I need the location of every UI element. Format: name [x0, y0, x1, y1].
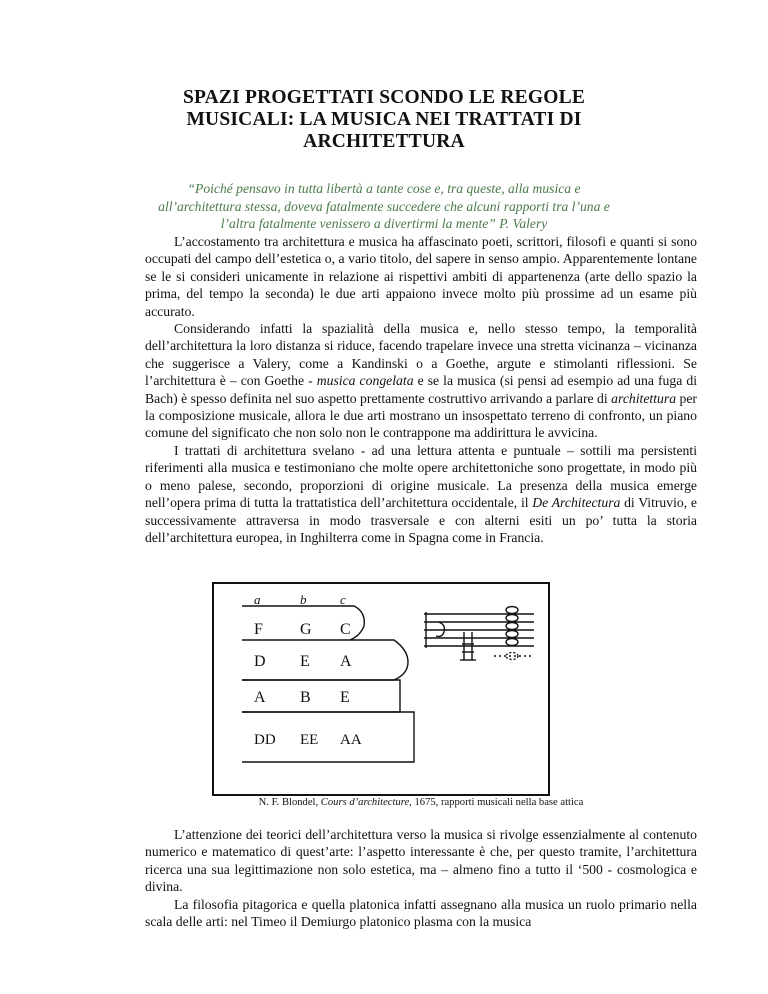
- figure-blondel-attic-base: [212, 582, 550, 796]
- label-E2: E: [340, 689, 350, 706]
- body-text-top: [145, 233, 697, 546]
- paragraph-4: L’attenzione dei teorici dell’architettura verso la musica si rivolge essenzialmente al contenuto numerico e matematico di quest’arte: l’aspetto interessante è che, per questo tramite, l’architettura ricerca una sua legittimazione non solo estetica, ma – almeno fino a tutto il ‘500 - cosmologica e divina.: [145, 827, 697, 895]
- epigraph-line-2: all’architettura stessa, doveva fatalmente succedere che alcuni rapporti tra l’una e: [158, 198, 610, 214]
- caption-book-title: Cours d’architecture: [320, 797, 410, 808]
- label-A2: A: [254, 689, 266, 706]
- label-B: B: [300, 689, 311, 706]
- paragraph-3: I trattati di architettura svelano - ad una lettura attenta e puntuale – sottili ma persistenti riferimenti alla musica e testimoniano che molte opere architettoniche sono progettate, in modo più o meno palese, secondo, proporzioni di origine musicale. La presenza della musica emerge nell’opera prima di tutta la trattatistica dell’architettura occidentale, il De Architectura di Vitruvio, e successivamente attraversa in modo trasversale e con alterni esiti un po’ tutta la storia dell’architettura europea, in Inghilterra come in Spagna come in Francia.: [145, 442, 697, 545]
- label-E: E: [300, 653, 310, 670]
- emphasis-musica-congelata: musica congelata: [316, 373, 414, 389]
- label-AA: AA: [340, 732, 362, 748]
- epigraph-line-1: “Poiché pensavo in tutta libertà a tante cose e, tra queste, alla musica e: [187, 181, 581, 196]
- body-text-bottom: [145, 826, 697, 930]
- title-line-1: SPAZI PROGETTATI SCONDO LE REGOLE: [182, 87, 586, 108]
- epigraph-line-3: l’altra fatalmente venissero a divertirmi la mente” P. Valery: [220, 216, 548, 231]
- epigraph: [120, 180, 648, 233]
- emphasis-architettura: architettura: [611, 390, 677, 406]
- paragraph-5: La filosofia pitagorica e quella platonica infatti assegnano alla musica un ruolo primario nella scala delle arti: nel Timeo il Demiurgo platonico plasma con la musica: [145, 896, 697, 930]
- emphasis-de-architectura: De Architectura: [532, 495, 621, 511]
- paragraph-1: L’accostamento tra architettura e musica ha affascinato poeti, scrittori, filosofi e quanti si sono occupati del campo dell’estetica o, a vario titolo, del sapere in senso ampio. Apparentemente lontane se le si consideri unicamente in relazione ai rispettivi ambiti di appartenenza (arte dello spazio la prima, del tempo la seconda) le due arti appaiono invece molto più prossime ad un esame più accurato.: [145, 234, 697, 319]
- label-b: b: [300, 592, 307, 607]
- figure-illustration: [214, 584, 548, 794]
- label-a: a: [254, 592, 261, 607]
- title-line-2: MUSICALI: LA MUSICA NEI TRATTATI DI: [186, 109, 582, 130]
- label-EE: EE: [300, 732, 319, 748]
- label-D: D: [254, 653, 266, 670]
- label-G: G: [300, 621, 312, 638]
- label-C: C: [340, 621, 351, 638]
- label-A: A: [340, 653, 352, 670]
- title-line-3: ARCHITETTURA: [303, 131, 465, 152]
- page-title: [120, 87, 648, 153]
- paragraph-2: Considerando infatti la spazialità della musica e, nello stesso tempo, la temporalità dell’architettura la loro distanza si riduce, facendo trapelare invece una stretta vicinanza – vicinanza che suggerisce a Valery, come a Kandinski o a Goethe, argute e stimolanti riflessioni. Se l’architettura è – con Goethe - musica congelata e se la musica (si pensi ad esempio ad una fuga di Bach) è spesso definita nel suo aspetto prettamente costruttivo arrivando a parlare di architettura per la composizione musicale, allora le due arti mostrano un insospettato terreno di confronto, un piano comune del significato che non solo non le contrappone ma addirittura le avvicina.: [145, 321, 697, 441]
- label-c: c: [340, 592, 346, 607]
- figure-caption: N. F. Blondel, Cours d’architecture, 1675, rapporti musicali nella base attica: [258, 797, 584, 808]
- label-DD: DD: [254, 732, 276, 748]
- label-F: F: [254, 621, 263, 638]
